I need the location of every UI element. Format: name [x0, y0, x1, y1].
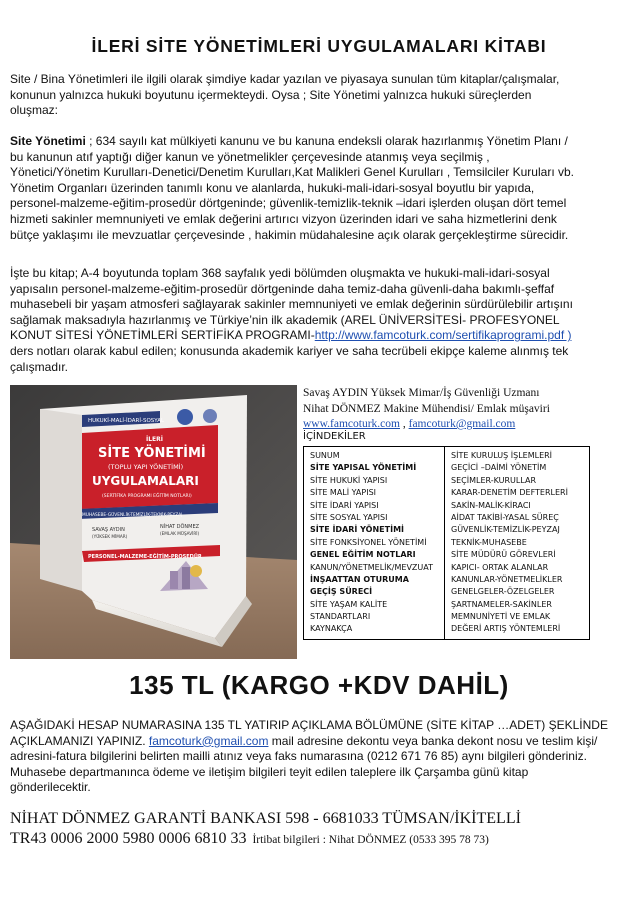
author-2: Nihat DÖNMEZ Makine Mühendisi/ Emlak müşaviri [303, 402, 550, 415]
toc-right-item: SİTE KURULUŞ İŞLEMLERİ [451, 451, 553, 460]
cover-program: (SERTİFİKA PROGRAMI EĞİTİM NOTLARI) [102, 494, 192, 499]
toc-right-item: DEĞERİ ARTIŞ YÖNTEMLERİ [451, 624, 561, 634]
toc-right-item: SAKİN-MALİK-KİRACI [451, 500, 531, 510]
cover-author2-title: (EMLAK MÜŞAVİRİ) [160, 531, 200, 536]
book-paragraph [10, 266, 580, 375]
cover-author2: NİHAT DÖNMEZ [160, 524, 200, 530]
authors-block [303, 386, 623, 433]
book-text-after: ders notları olarak kabul edilen; konusunda akademik kariyer ve saha tecrübeli ekipçe kaleme alınmış tek çalışmadır. [10, 343, 569, 374]
toc-left-item: SİTE HUKUKİ YAPISI [310, 475, 388, 485]
book-text-before: İşte bu kitap; A-4 boyutunda toplam 368 sayfalık yedi bölümden oluşmakta ve hukuki-mali-idari-sosyal yapısalın personel-malzeme-eğitim-prosedür dörtgeninde daha temiz-daha güvenli-daha bakımlı-şeffaf muhasebeli bir yaşam atmosferi sağlayarak sakinler memnuniyeti ve emlak değerinin sürdürülebilir artışını sağlamak maksadıyla hazırlanmış ve Türkiye’nin ilk akademik (AREL ÜNİVERSİTESİ- PROFESYONEL KONUT SİTESİ YÖNETİMLERİ SERTİFİKA PROGRAMI- [10, 266, 573, 343]
website-link[interactable]: www.famcoturk.com [303, 418, 400, 430]
toc-left-item: SİTE YAPISAL YÖNETİMİ [310, 463, 417, 473]
toc-right-item: KANUNLAR-YÖNETMELİKLER [451, 574, 563, 584]
author-1: Savaş AYDIN Yüksek Mimar/İş Güvenliği Uzmanı [303, 387, 540, 399]
toc-right-item: GENELGELER-ÖZELGELER [451, 587, 555, 597]
iban-line [10, 830, 489, 848]
toc-left-item: SİTE SOSYAL YAPISI [310, 512, 388, 522]
toc-right-item: MEMNUNİYETİ VE EMLAK [451, 612, 551, 622]
cover-title2: UYGULAMALARI [92, 474, 199, 488]
cover-title: SİTE YÖNETİMİ [98, 446, 206, 461]
definition-paragraph [10, 134, 580, 243]
toc-right-item: GEÇİCİ –DAİMİ YÖNETİM [451, 463, 547, 473]
toc-right-item: AİDAT TAKİBİ-YASAL SÜREÇ [451, 512, 559, 522]
book-photo [10, 385, 297, 659]
toc-right-item: GÜVENLİK-TEMİZLİK-PEYZAJ [451, 525, 560, 535]
toc-right-column [445, 447, 590, 640]
iban: TR43 0006 2000 5980 0006 6810 33 [10, 830, 247, 847]
authors-separator: , [399, 418, 409, 430]
toc-left-item: İNŞAATTAN OTURUMA [310, 574, 409, 584]
toc-left-item: GEÇİŞ SÜRECİ [310, 587, 373, 597]
toc-right-item: ŞARTNAMELER-SAKİNLER [451, 599, 552, 609]
toc-right-item: KAPICI- ORTAK ALANLAR [451, 562, 549, 572]
contact-info: İrtibat bilgileri : Nihat DÖNMEZ (0533 395 78 73) [252, 834, 489, 846]
certificate-program-link[interactable]: http://www.famcoturk.com/sertifikaprogrami.pdf ) [314, 328, 572, 343]
price-heading: 135 TL (KARGO +KDV DAHİL) [129, 670, 509, 700]
toc-left-item: KAYNAKÇA [310, 624, 353, 634]
toc-left-item: STANDARTLARI [310, 612, 371, 622]
payment-text-before: AŞAĞIDAKİ HESAP NUMARASINA 135 TL YATIRIP AÇIKLAMA BÖLÜMÜNE (SİTE KİTAP …ADET) ŞEKLİNDE AÇIKLAMANIZI YAPINIZ. [10, 718, 608, 748]
toc-table [303, 446, 590, 640]
cover-top-label: HUKUKİ-MALİ-İDARİ-SOSYAL [88, 418, 165, 424]
email-link[interactable]: famcoturk@gmail.com [408, 418, 516, 430]
cover-bottom-band: PERSONEL-MALZEME-EĞİTİM-PROSEDÜR [88, 554, 202, 560]
toc-left-column [304, 447, 445, 640]
toc-title: İÇİNDEKİLER [303, 431, 366, 442]
page-title: İLERİ SİTE YÖNETİMLERİ UYGULAMALARI KİTABI [91, 36, 547, 56]
cover-band: MUHASEBE-GÜVENLİK-TEMİZLİK-TEKNİK-PEYZAJ [82, 513, 183, 518]
toc-right-item: KARAR-DENETİM DEFTERLERİ [451, 488, 568, 498]
cover-subtitle: (TOPLU YAPI YÖNETİMİ) [108, 463, 184, 471]
payment-paragraph [10, 718, 610, 796]
toc-left-item: SİTE YAŞAM KALİTE [310, 599, 388, 609]
toc-left-item: SİTE İDARİ YÖNETİMİ [310, 525, 405, 535]
toc-left-item: SİTE FONKSİYONEL YÖNETİMİ [310, 537, 427, 547]
payment-text-after: mail adresine dekontu veya banka dekont nosu ve teslim kişi/ adresini-fatura bilgilerini belirten mailli atınız veya faks numarasına (0212 671 76 85) aynı bilgileri gönderiniz. Muhasebe departmanınca ödeme ve iletişim bilgileri teyit edilen taleplere ilk Çarşamba günü kitap gönderilecektir. [10, 733, 598, 795]
toc-left-item: KANUN/YÖNETMELİK/MEVZUAT [310, 562, 433, 572]
cover-ileri: İLERİ [146, 436, 164, 443]
toc-right-item: TEKNİK-MUHASEBE [451, 537, 527, 547]
toc-right-item: SEÇİMLER-KURULLAR [451, 475, 537, 485]
toc-left-item: SİTE MALİ YAPISI [310, 488, 377, 498]
definition-term: Site Yönetimi [10, 134, 86, 148]
cover-author1-title: (YÜKSEK MİMAR) [92, 534, 128, 539]
toc-left-item: SİTE İDARİ YAPISI [310, 500, 379, 510]
cover-author1: SAVAŞ AYDIN [92, 527, 125, 533]
bank-account-line: NİHAT DÖNMEZ GARANTİ BANKASI 598 - 6681033 TÜMSAN/İKİTELLİ [10, 810, 521, 827]
intro-paragraph: Site / Bina Yönetimleri ile ilgili olarak şimdiye kadar yazılan ve piyasaya sunulan tüm kitaplar/çalışmalar, konunun yalnızca hukuki boyutunu içermekteydi. Oysa ; Site Yönetimi yalnızca hukuki süreçlerden oluşmaz: [10, 72, 560, 118]
definition-text: ; 634 sayılı kat mülkiyeti kanunu ve bu kanuna endeksli olarak hazırlanmış Yönetim Planı / bu kanunun atıf yaptığı diğer kanun ve yönetmelikler çerçevesinde atanmış veya seçilmiş , Yönetici/Yönetim Kurulları-Denetici/Denetim Kurulları,Kat Malikleri Genel Kurulları , Temsilciler Kuruları vb. Yönetim Organları üzerinden tanımlı konu ve alanlarda, hukuki-mali-idari-sosyal boyutlu bir yapıda, personel-malzeme-eğitim-prosedür dörtgeninde; güvenlik-temizlik-teknik –idari işlerden oluşan dört temel hizmeti sakinler memnuniyeti ve emlak değerini artırıcı vizyon üzerinden idari ve saha hizmetlerini denk bütçe yaklaşımı ile mevzuatlar çerçevesinde , hakimin müdahalesine açık olarak gerçekleştirme sürecidir. [10, 134, 574, 242]
toc-right-item: SİTE MÜDÜRÜ GÖREVLERİ [451, 550, 556, 560]
payment-email-link[interactable]: famcoturk@gmail.com [148, 733, 269, 748]
toc-left-item: SUNUM [310, 451, 340, 460]
toc-left-item: GENEL EĞİTİM NOTLARI [310, 550, 416, 560]
